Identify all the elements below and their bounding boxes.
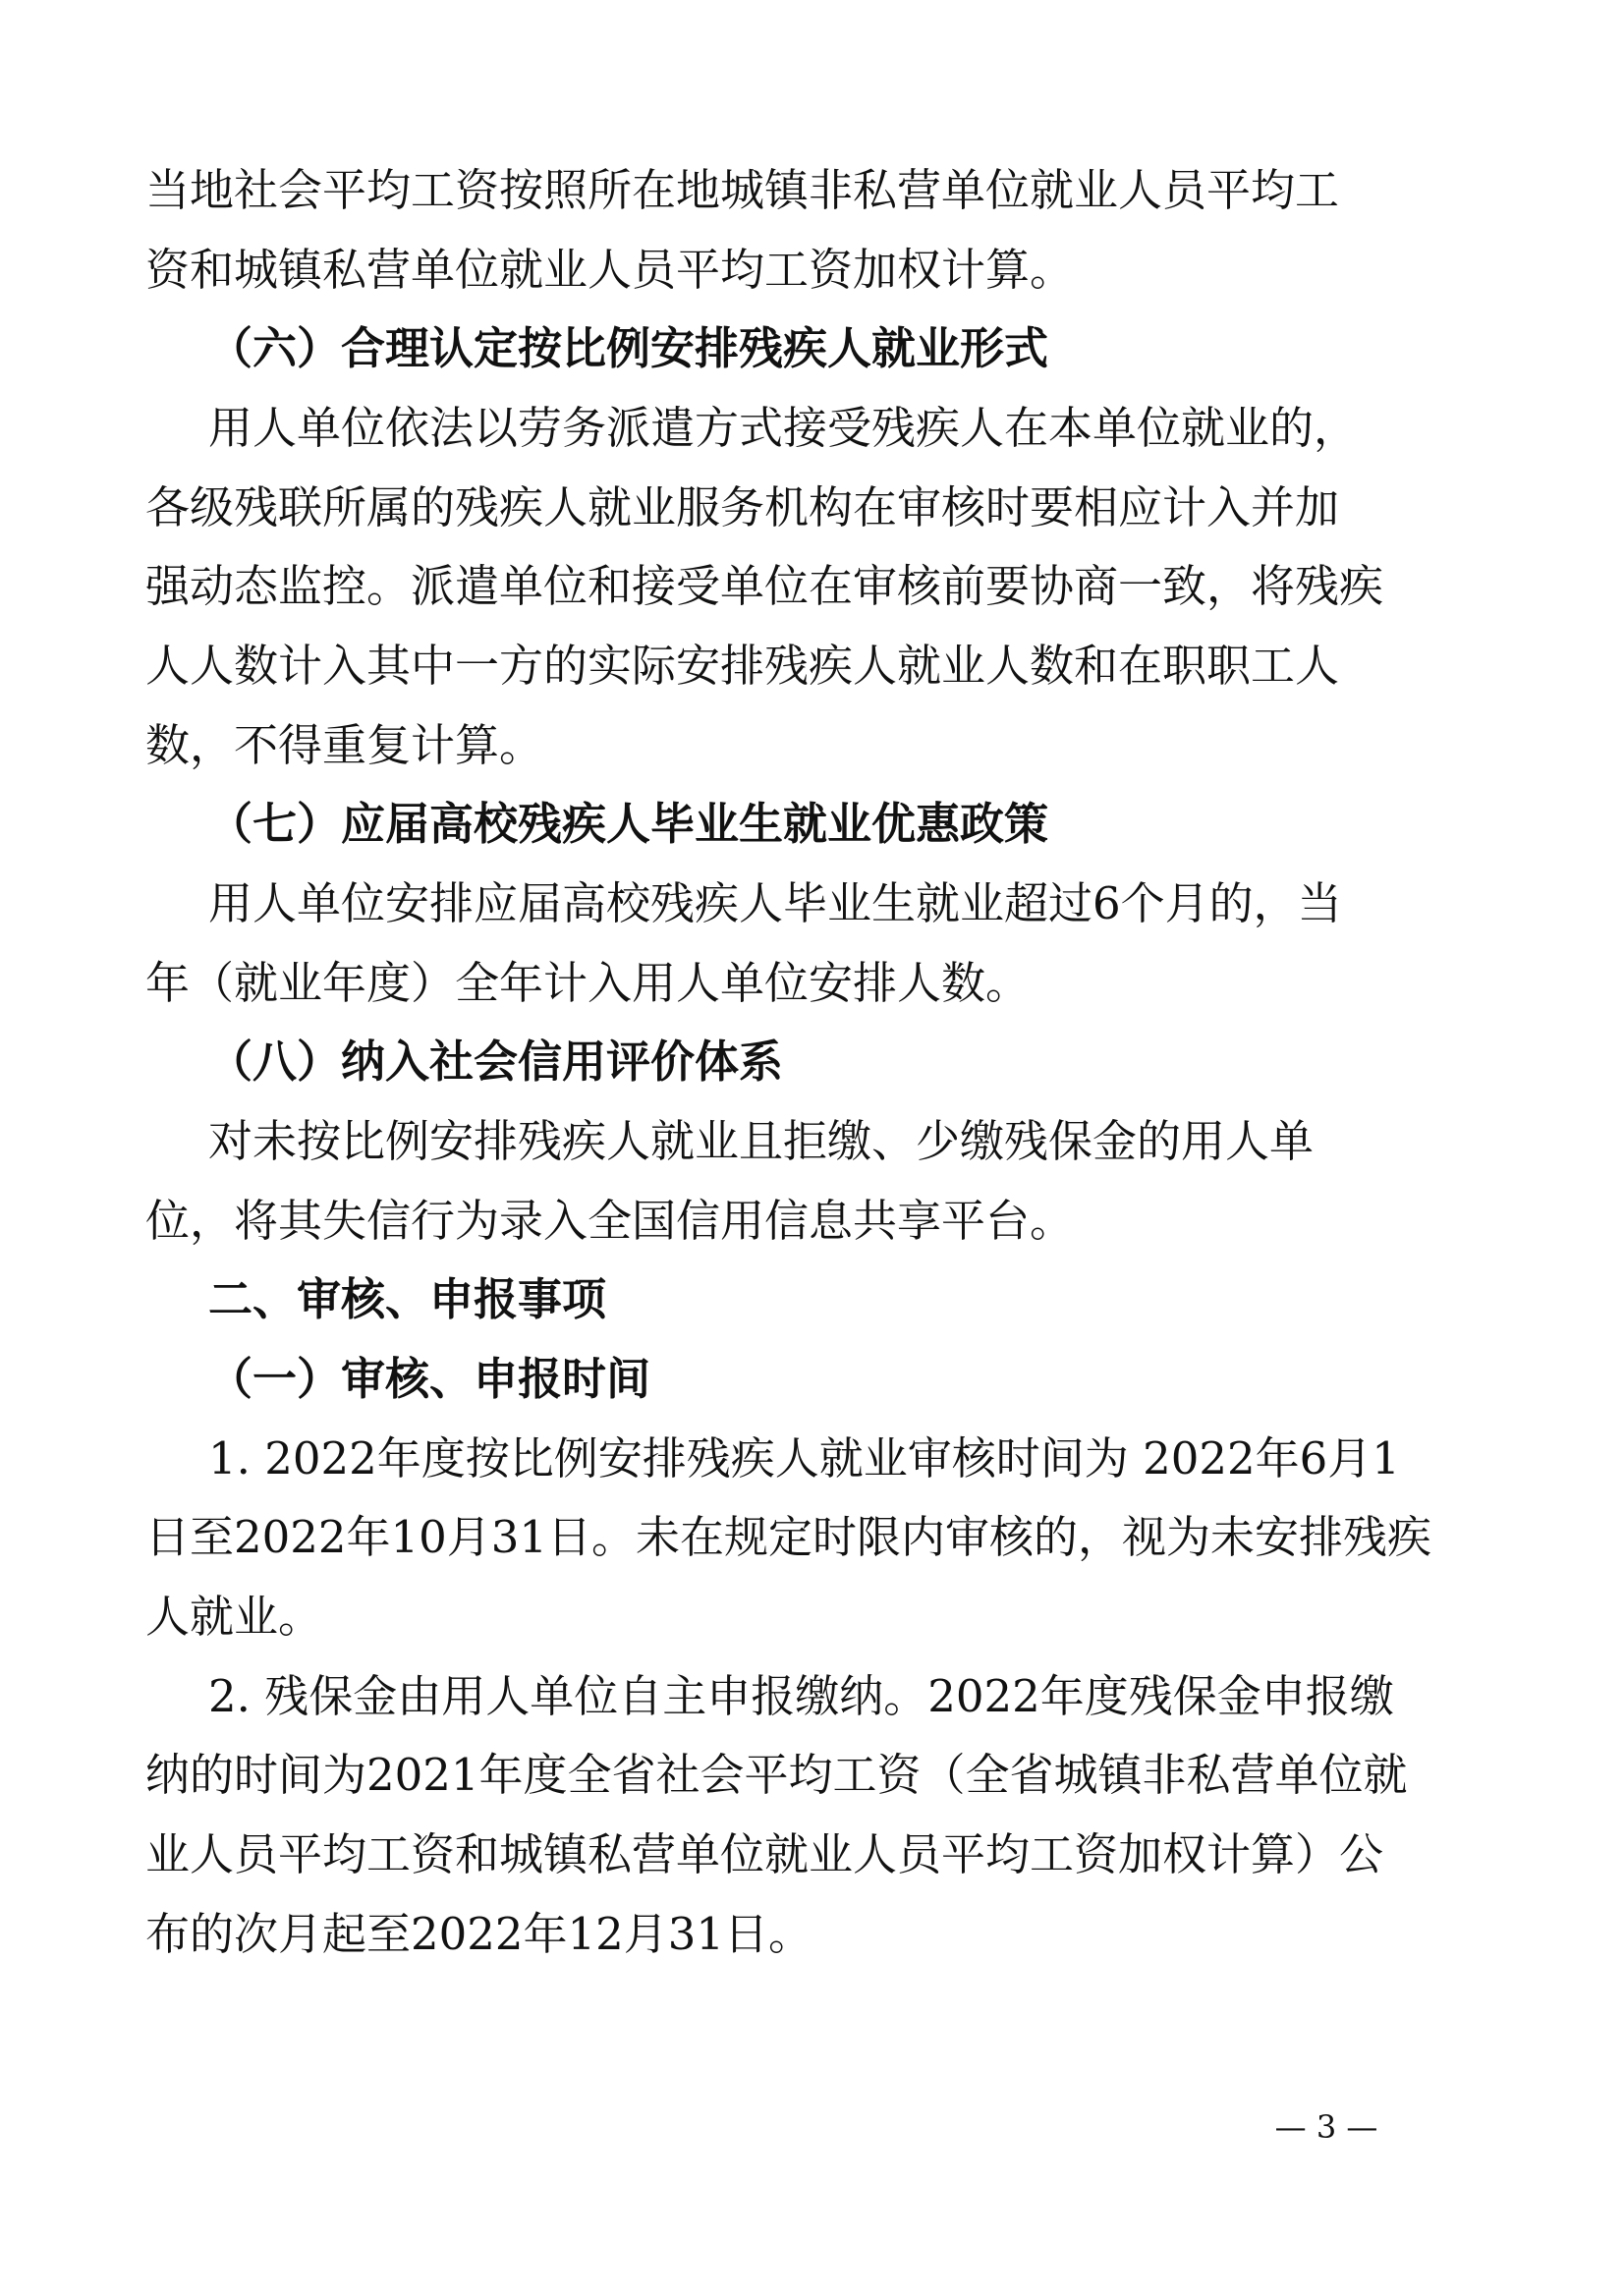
text-line: 纳的时间为2021年度全省社会平均工资（全省城镇非私营单位就 xyxy=(145,1749,1408,1801)
text-line: 人人数计入其中一方的实际安排残疾人就业人数和在职职工人 xyxy=(145,640,1340,692)
text-line: 业人员平均工资和城镇私营单位就业人员平均工资加权计算）公 xyxy=(145,1828,1384,1880)
text-line: 各级残联所属的残疾人就业服务机构在审核时要相应计入并加 xyxy=(145,481,1340,533)
text-line: 资和城镇私营单位就业人员平均工资加权计算。 xyxy=(145,244,1075,296)
section-heading-8: （八）纳入社会信用评价体系 xyxy=(208,1036,784,1088)
text-line: 2. 残保金由用人单位自主申报缴纳。2022年度残保金申报缴 xyxy=(208,1670,1394,1722)
text-line: 数，不得重复计算。 xyxy=(145,719,544,771)
text-line: 1. 2022年度按比例安排残疾人就业审核时间为 2022年6月1 xyxy=(208,1432,1400,1484)
section-heading-1: （一）审核、申报时间 xyxy=(208,1353,651,1405)
text-line: 人就业。 xyxy=(145,1591,323,1643)
page-number: — 3 — xyxy=(1274,2108,1378,2146)
text-line: 强动态监控。派遣单位和接受单位在审核前要协商一致，将残疾 xyxy=(145,560,1384,612)
section-heading-7: （七）应届高校残疾人毕业生就业优惠政策 xyxy=(208,798,1049,850)
text-line: 用人单位安排应届高校残疾人毕业生就业超过6个月的，当 xyxy=(208,877,1342,929)
text-line: 用人单位依法以劳务派遣方式接受残疾人在本单位就业的， xyxy=(208,402,1359,454)
text-line: 对未按比例安排残疾人就业且拒缴、少缴残保金的用人单 xyxy=(208,1115,1315,1167)
section-heading-6: （六）合理认定按比例安排残疾人就业形式 xyxy=(208,322,1049,374)
chapter-heading-2: 二、审核、申报事项 xyxy=(208,1273,607,1325)
text-line: 位，将其失信行为录入全国信用信息共享平台。 xyxy=(145,1195,1075,1247)
text-line: 年（就业年度）全年计入用人单位安排人数。 xyxy=(145,957,1031,1009)
text-line: 当地社会平均工资按照所在地城镇非私营单位就业人员平均工 xyxy=(145,164,1340,216)
text-line: 布的次月起至2022年12月31日。 xyxy=(145,1908,813,1960)
text-line: 日至2022年10月31日。未在规定时限内审核的，视为未安排残疾 xyxy=(145,1511,1432,1563)
